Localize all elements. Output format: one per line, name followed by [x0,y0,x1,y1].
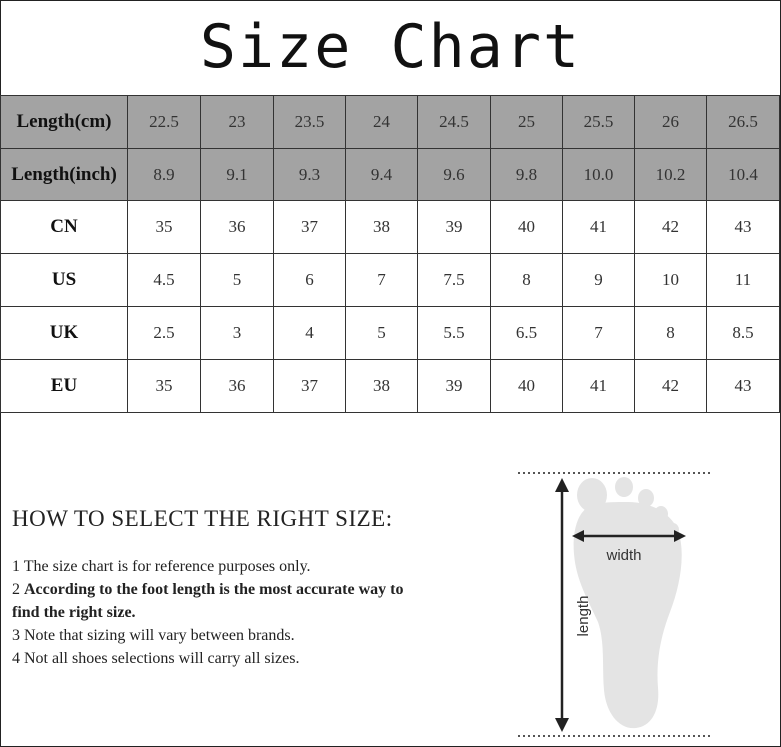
note-1: 1 The size chart is for reference purposes only. [12,558,311,575]
size-cell: 24 [346,96,418,149]
size-cell: 9.1 [201,149,274,201]
size-row [1,149,780,201]
row-label: CN [1,201,128,254]
size-cell: 35 [128,201,201,254]
size-cell: 8 [491,254,563,307]
row-label: Length(inch) [1,149,128,201]
size-cell: 26.5 [707,96,780,149]
size-cell: 9 [563,254,635,307]
size-cell: 7.5 [418,254,491,307]
size-cell: 9.3 [274,149,346,201]
size-cell: 38 [346,201,418,254]
size-cell: 5.5 [418,307,491,360]
size-cell: 6 [274,254,346,307]
size-cell: 42 [635,360,707,413]
page-title: Size Chart [199,12,582,82]
size-cell: 10.4 [707,149,780,201]
size-cell: 4.5 [128,254,201,307]
size-cell: 40 [491,360,563,413]
size-cell: 43 [707,201,780,254]
length-label: length [575,595,592,637]
size-cell: 36 [201,360,274,413]
size-cell: 24.5 [418,96,491,149]
row-label: Length(cm) [1,96,128,149]
size-cell: 41 [563,360,635,413]
size-row [1,254,780,307]
size-cell: 23.5 [274,96,346,149]
size-cell: 9.8 [491,149,563,201]
size-cell: 43 [707,360,780,413]
size-cell: 36 [201,201,274,254]
size-cell: 4 [274,307,346,360]
size-cell: 25 [491,96,563,149]
size-cell: 8.5 [707,307,780,360]
size-cell: 26 [635,96,707,149]
note-2-text: According to the foot length is the most accurate way to find the right size. [12,581,404,621]
size-cell: 9.6 [418,149,491,201]
size-cell: 39 [418,360,491,413]
row-label: US [1,254,128,307]
size-cell: 9.4 [346,149,418,201]
size-cell: 37 [274,201,346,254]
note-4: 4 Not all shoes selections will carry all sizes. [12,650,300,667]
size-cell: 5 [346,307,418,360]
size-cell: 10 [635,254,707,307]
note-2 [12,578,412,624]
size-row [1,96,780,149]
size-cell: 10.2 [635,149,707,201]
size-notes [12,555,412,670]
how-to-heading: HOW TO SELECT THE RIGHT SIZE: [12,506,393,531]
size-cell: 6.5 [491,307,563,360]
length-arrow [555,478,569,732]
size-cell: 40 [491,201,563,254]
size-cell: 11 [707,254,780,307]
size-cell: 42 [635,201,707,254]
size-cell: 5 [201,254,274,307]
size-cell: 25.5 [563,96,635,149]
size-cell: 41 [563,201,635,254]
size-cell: 3 [201,307,274,360]
size-cell: 37 [274,360,346,413]
width-label: width [606,547,642,564]
size-cell: 35 [128,360,201,413]
size-cell: 8 [635,307,707,360]
size-cell: 10.0 [563,149,635,201]
size-cell: 23 [201,96,274,149]
size-row [1,360,780,413]
size-cell: 8.9 [128,149,201,201]
size-cell: 39 [418,201,491,254]
note-3: 3 Note that sizing will vary between brands. [12,627,295,644]
size-cell: 7 [346,254,418,307]
size-row [1,307,780,360]
size-row [1,201,780,254]
size-cell: 2.5 [128,307,201,360]
note-2-number: 2 [12,581,24,598]
size-cell: 38 [346,360,418,413]
row-label: EU [1,360,128,413]
size-cell: 22.5 [128,96,201,149]
foot-measure-diagram [510,462,720,744]
row-label: UK [1,307,128,360]
size-cell: 7 [563,307,635,360]
size-chart-table [0,95,780,413]
